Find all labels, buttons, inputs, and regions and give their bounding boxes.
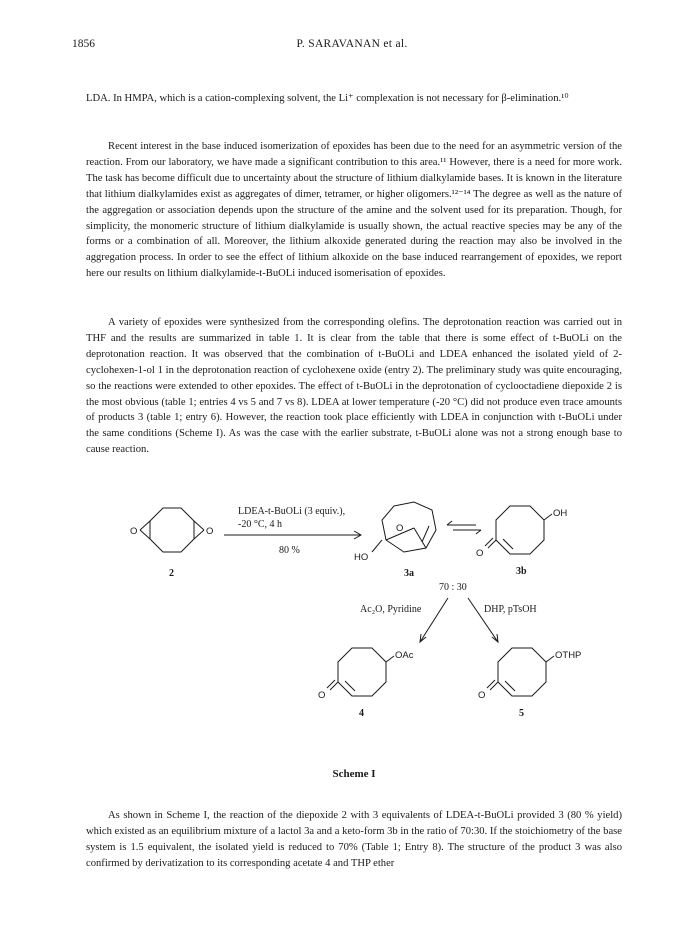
atom-o-keto: O [476, 548, 484, 559]
equilibrium-arrows [447, 521, 481, 534]
atom-o-left: O [130, 526, 138, 537]
atom-oac: OAc [395, 650, 414, 661]
atom-ho: HO [354, 552, 369, 563]
compound-3a-label: 3a [404, 568, 414, 579]
atom-othp: OTHP [555, 650, 582, 661]
reagent-line-2: -20 °C, 4 h [238, 519, 282, 530]
reagent-line-1: LDEA-t-BuOLi (3 equiv.), [238, 506, 346, 517]
atom-o-5: O [478, 690, 486, 701]
scheme-drawing [86, 498, 622, 750]
running-title: P. SARAVANAN et al. [296, 38, 408, 50]
atom-o-4: O [318, 690, 326, 701]
compound-5-structure [478, 648, 581, 719]
compound-2-label: 2 [169, 568, 174, 579]
compound-3b-label: 3b [516, 566, 527, 577]
compound-3a-structure [354, 502, 436, 579]
paragraph-3: A variety of epoxides were synthesized from the corresponding olefins. The deprotonation reaction was carried out in THF and the results are summarized in table 1. It is clear from the table that there is some effect of t-BuOLi on the deprotonation reaction. It was observed that the combination of t-BuOLi and LDEA enhanced the isolated yield of 2-cyclohexen-1-ol 1 in the deprotonation reaction of cyclohexene oxide (entry 2). The preliminary study was quite encouraging, so the reactions were extended to other epoxides. The effect of t-BuOLi in the deprotonation of cyclooctadiene diepoxide 2 is the most obvious (table 1; entries 4 vs 5 and 7 vs 8). LDEA at lower temperature (-20 °C) did not produce even trace amounts of products 3 (table 1; entry 6). However, the reaction took place efficiently with LDEA in conjunction with t-BuOLi under the same conditions (Scheme I). As was the case with the earlier substrate, t-BuOLi alone was not a strong enough base to cause reaction. [86, 317, 622, 456]
ratio-label: 70 : 30 [439, 582, 467, 593]
page-number: 1856 [72, 38, 95, 50]
page-header [72, 38, 632, 54]
compound-4-label: 4 [359, 708, 364, 719]
paragraph-1: LDA. In HMPA, which is a cation-complexing solvent, the Li⁺ complexation is not necessary for β-elimination.¹⁰ [86, 93, 569, 104]
scheme-caption: Scheme I [332, 768, 376, 780]
derivatization-arrows [360, 598, 537, 642]
paragraph-2: Recent interest in the base induced isomerization of epoxides has been due to the need for an asymmetric version of the reaction. From our laboratory, we have made a significant contribution to this area.¹¹ However, there is a need for more work. The task has become difficult due to uncertainty about the structure of lithium dialkylamide bases. It is known in the literature that lithium dialkylamides exist as aggregates of dimer, tetramer, or higher oligomers.¹²⁻¹⁴ The degree as well as the nature of the aggregation or association depends upon the structure of the amine and the solvent used for its preparation. Though, for simplicity, the monomeric structure of lithium dialkylamide is usually shown, the actual reactive species may be any of the forms or a combination of all. Moreover, the lithium alkoxide generated during the reaction may also be involved in the aggregation process. In order to see the effect of lithium alkoxide on the base induced rearrangement of epoxides, we report here our results on lithium dialkylamide-t-BuOLi induced isomerisation of epoxides. [86, 141, 622, 280]
right-reagent: DHP, pTsOH [484, 604, 537, 615]
compound-4-structure [318, 648, 414, 719]
reaction-scheme [86, 498, 622, 750]
compound-2-structure [130, 508, 213, 579]
atom-o-right: O [206, 526, 214, 537]
compound-5-label: 5 [519, 708, 524, 719]
atom-oh: OH [553, 508, 568, 519]
left-reagent: Ac₂O, Pyridine [360, 604, 422, 615]
paragraph-4: As shown in Scheme I, the reaction of the diepoxide 2 with 3 equivalents of LDEA-t-BuOLi provided 3 (80 % yield) which existed as an equilibrium mixture of a lactol 3a and a keto-form 3b in the ratio of 70:30. If the stoichiometry of the base system is 1.5 equivalent, the isolated yield is reduced to 70% (Table 1; Entry 8). The structure of the product 3 was also confirmed by derivatization to its corresponding acetate 4 and THP ether [86, 810, 622, 869]
atom-o-bridge: O [396, 523, 404, 534]
reaction-arrow [224, 506, 361, 556]
yield-label: 80 % [279, 545, 300, 556]
compound-3b-structure [476, 506, 567, 577]
